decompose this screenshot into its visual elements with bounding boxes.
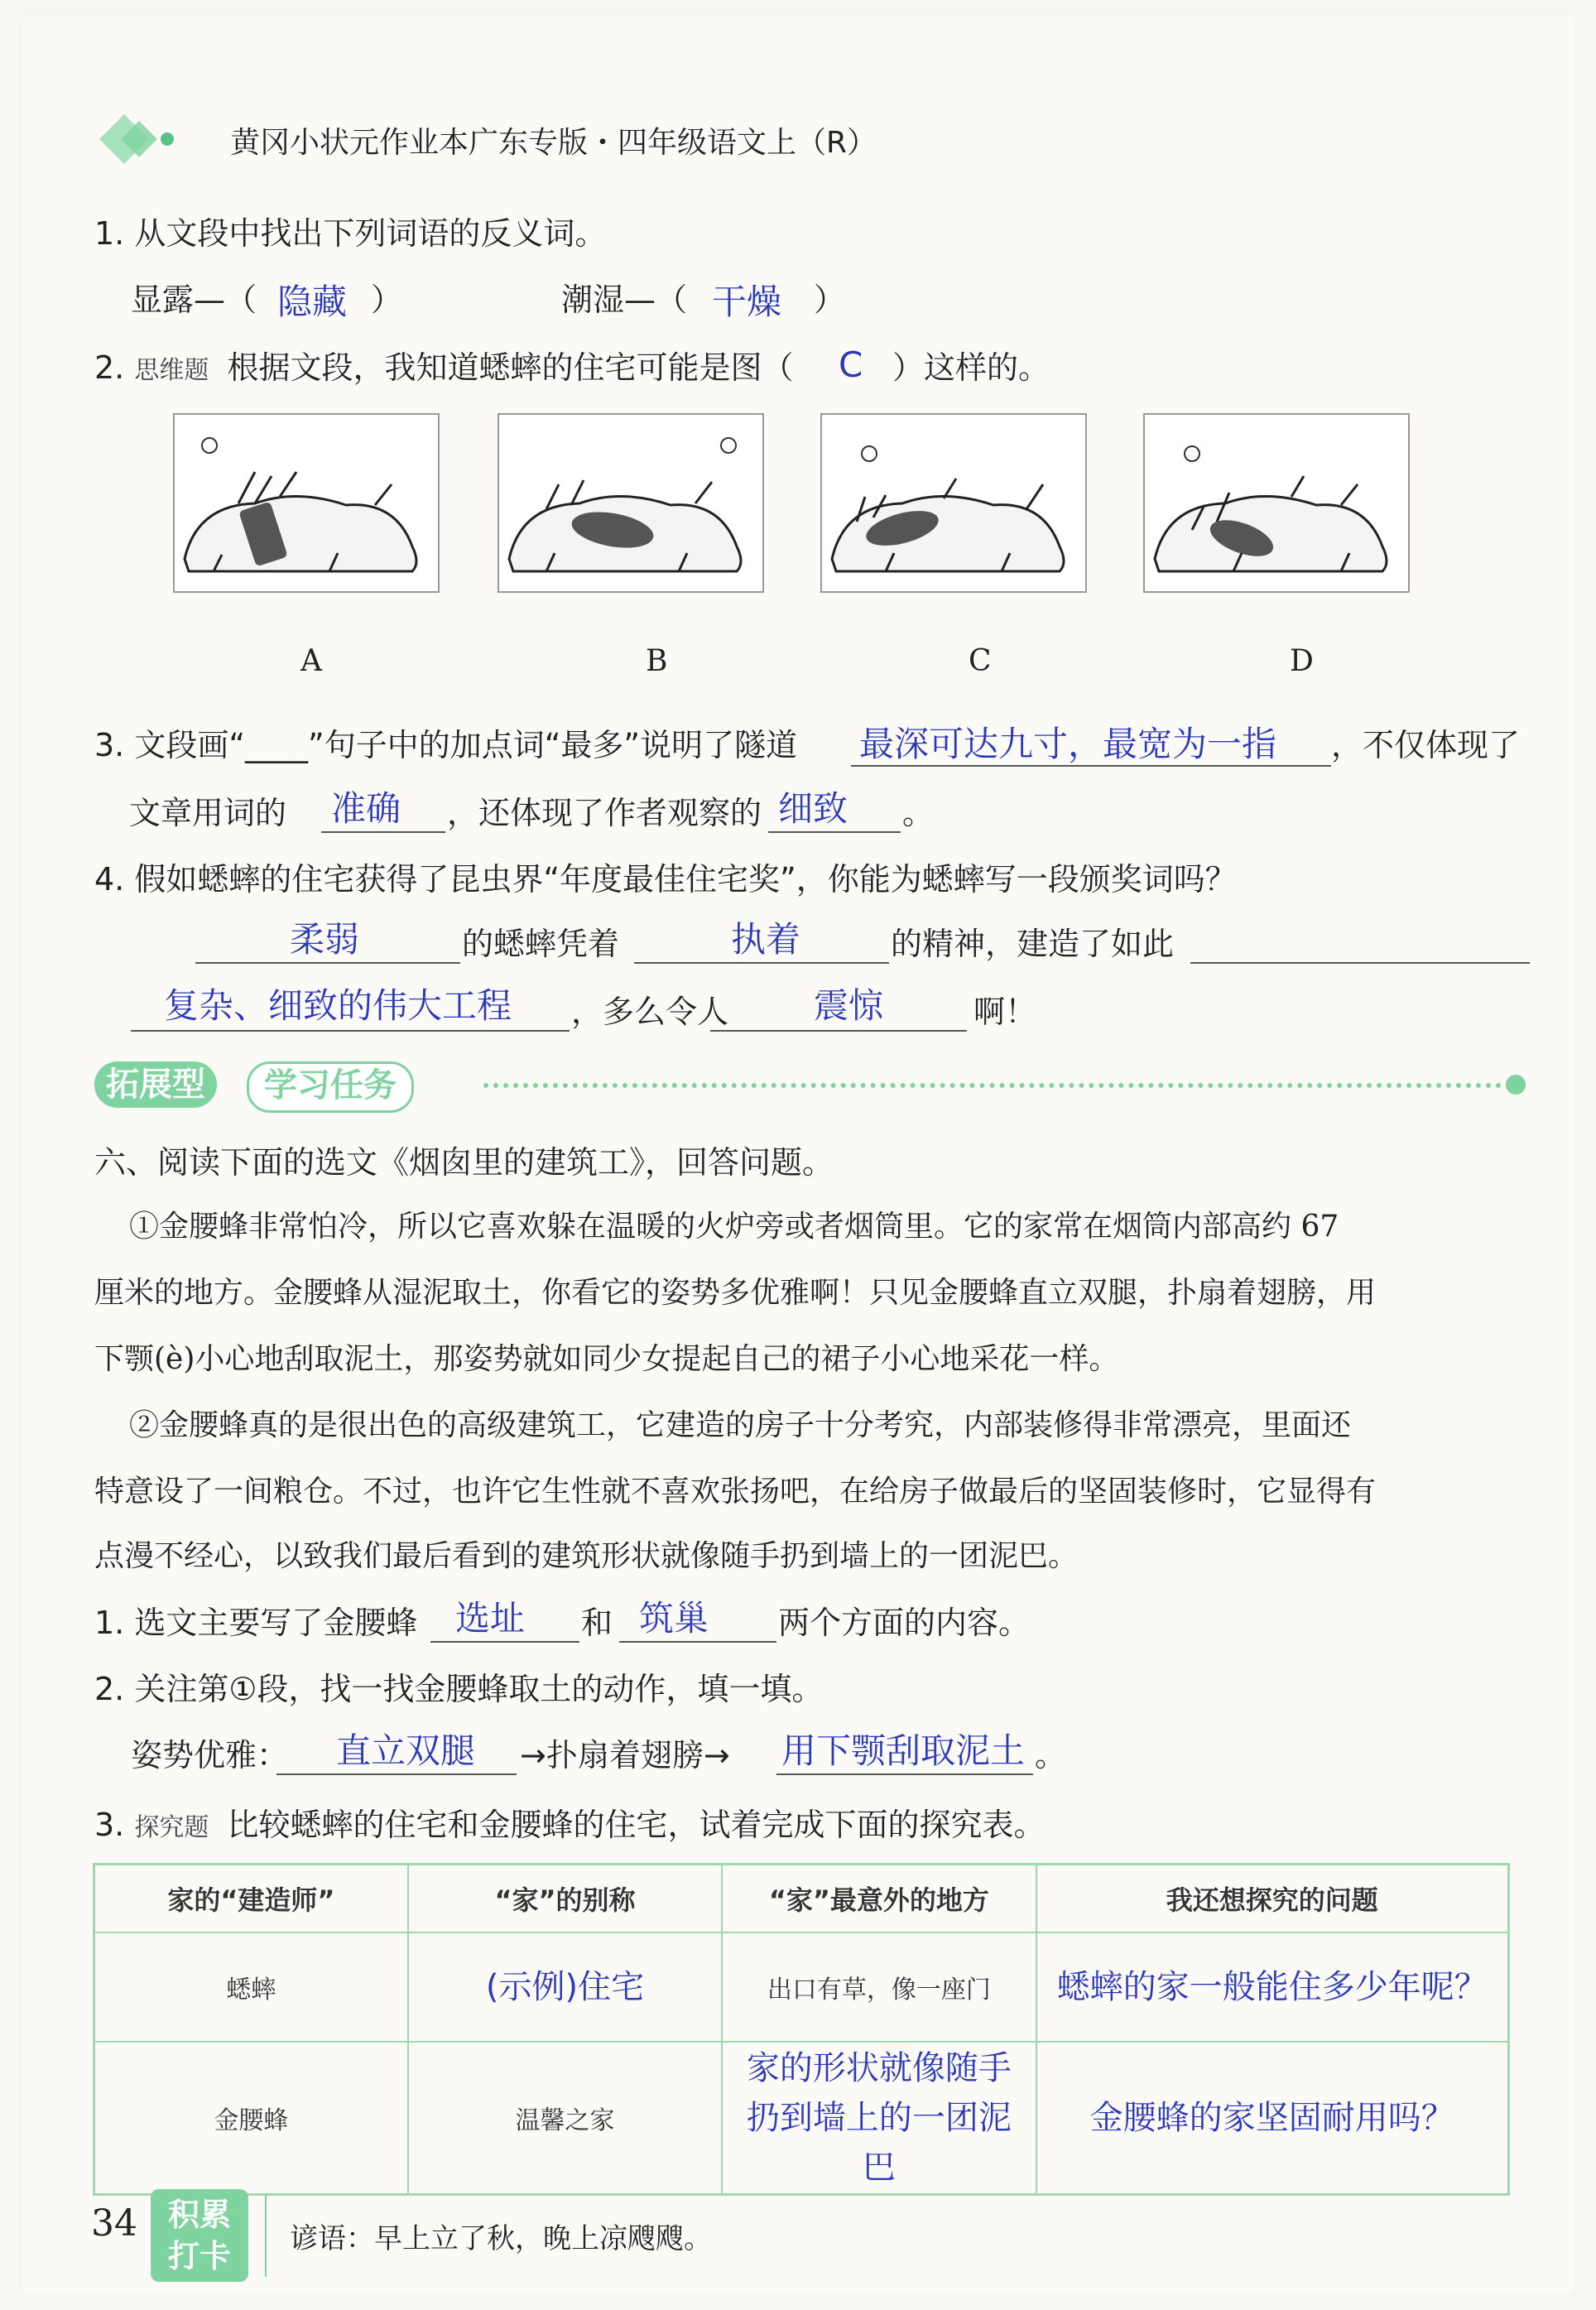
s3-stem: 比较蟋蟀的住宅和金腰蜂的住宅，试着完成下面的探究表。 xyxy=(227,1807,1046,1843)
q2-line xyxy=(94,349,793,387)
section-dot-end xyxy=(1506,1075,1526,1095)
footer-badge xyxy=(151,2189,248,2282)
burrow-picture-a xyxy=(164,406,441,596)
s1-text1: 1. 选文主要写了金腰蜂 xyxy=(94,1605,418,1641)
q2-stem-after: ）这样的。 xyxy=(892,349,1050,386)
q3-blank2 xyxy=(321,831,445,833)
q4-blank2 xyxy=(634,962,889,964)
table-header-question: 我还想探究的问题 xyxy=(1036,1865,1509,1933)
s2-blank1 xyxy=(276,1773,517,1775)
s2-blank2 xyxy=(776,1773,1033,1775)
q4-blank1 xyxy=(195,962,460,964)
q1-a-label: 显露—（ xyxy=(131,282,257,318)
burrow-picture-c xyxy=(811,406,1089,596)
footer-badge-line2: 打卡 xyxy=(167,2238,231,2274)
table-header-surprise: “家”最意外的地方 xyxy=(722,1865,1036,1933)
six-p2-line2: 特意设了一间粮仓。不过，也许它生性就不喜欢张扬吧，在给房子做最后的坚固装修时，它显得有 xyxy=(94,1475,1377,1509)
picture-label-a: A xyxy=(300,644,322,678)
q3-answer2: 准确 xyxy=(331,788,401,829)
six-p1-line3: 下颚(è)小心地刮取泥土，那姿势就如同少女提起自己的裙子小心地采花一样。 xyxy=(94,1342,1119,1376)
s3-tag: 探究题 xyxy=(134,1813,209,1842)
table-row xyxy=(94,2042,1509,2195)
page-number: 34 xyxy=(91,2202,137,2245)
q3-part4: ，还体现了作者观察的 xyxy=(447,795,762,831)
table-cell-alias xyxy=(408,1932,722,2042)
table-cell-alias: 温馨之家 xyxy=(408,2042,722,2195)
q1-a-answer: 隐藏 xyxy=(277,282,348,322)
s1-answer1: 选址 xyxy=(455,1598,526,1639)
q4-blank3 xyxy=(1190,962,1530,964)
q1-b-label: 潮湿—（ xyxy=(561,282,688,318)
table-cell-builder: 金腰蜂 xyxy=(94,2042,408,2195)
s2-answer2: 用下颚刮取泥土 xyxy=(781,1730,1026,1771)
burrow-picture-d xyxy=(1134,406,1411,596)
table-cell-question xyxy=(1036,2042,1509,2195)
q3-answer1: 最深可达九寸，最宽为一指 xyxy=(859,724,1277,764)
table-cell-surprise xyxy=(722,2042,1036,2195)
picture-label-b: B xyxy=(646,644,668,678)
table-cell-question-answer: 金腰蜂的家坚固耐用吗？ xyxy=(1089,2099,1454,2137)
s1-text2: 和 xyxy=(581,1605,613,1641)
q4-blank5 xyxy=(710,1030,967,1032)
six-p2-line3: 点漫不经心，以致我们最后看到的建筑形状就像随手扔到墙上的一团泥巴。 xyxy=(94,1539,1079,1573)
q4-answer1: 柔弱 xyxy=(290,919,360,960)
s1-blank2 xyxy=(619,1641,776,1643)
table-row xyxy=(94,1932,1509,2042)
q2-answer: C xyxy=(839,344,863,385)
q4-answer3: 复杂、细致的伟大工程 xyxy=(164,985,512,1026)
table-cell-surprise: 出口有草，像一座门 xyxy=(722,1932,1036,2042)
q3-part2: ，不仅体现了 xyxy=(1331,727,1521,763)
q4-stem: 4. 假如蟋蟀的住宅获得了昆虫界“年度最佳住宅奖”，你能为蟋蟀写一段颁奖词吗？ xyxy=(94,861,1237,898)
section-dots xyxy=(483,1083,1502,1088)
q2-num: 2. xyxy=(94,349,125,386)
s2-text3: 。 xyxy=(1035,1737,1067,1773)
s1-answer2: 筑巢 xyxy=(639,1598,709,1639)
six-title: 六、阅读下面的选文《烟囱里的建筑工》，回答问题。 xyxy=(94,1144,834,1181)
s2-text2: →扑扇着翅膀→ xyxy=(520,1737,730,1773)
table-cell-surprise-answer: 家的形状就像随手扔到墙上的一团泥巴 xyxy=(746,2049,1012,2187)
q3-part1: 3. 文段画“____”句子中的加点词“最多”说明了隧道 xyxy=(94,727,798,763)
s2-text1: 姿势优雅： xyxy=(131,1737,289,1773)
q2-stem-before: 根据文段，我知道蟋蟀的住宅可能是图（ xyxy=(227,349,794,386)
footer-proverb: 谚语：早上立了秋，晚上凉飕飕。 xyxy=(290,2222,712,2255)
six-p1-line1: ①金腰蜂非常怕冷，所以它喜欢躲在温暖的火炉旁或者烟筒里。它的家常在烟筒内部高约 67 xyxy=(129,1210,1339,1244)
s2-stem: 2. 关注第①段，找一找金腰蜂取土的动作，填一填。 xyxy=(94,1671,824,1707)
s1-text3: 两个方面的内容。 xyxy=(778,1605,1031,1641)
q3-blank3 xyxy=(768,831,901,833)
q3-part5: 。 xyxy=(902,795,935,831)
section-badge-task: 学习任务 xyxy=(247,1061,414,1113)
footer-divider xyxy=(265,2194,267,2277)
table-cell-builder: 蟋蟀 xyxy=(94,1932,408,2042)
q4-text4: 啊！ xyxy=(973,994,1037,1030)
q4-text2: 的精神，建造了如此 xyxy=(891,926,1175,962)
burrow-picture-b xyxy=(488,406,766,596)
six-p1-line2: 厘米的地方。金腰蜂从湿泥取土，你看它的姿势多优雅啊！只见金腰蜂直立双腿，扑扇着翅膀，用 xyxy=(94,1276,1377,1310)
picture-label-d: D xyxy=(1290,644,1314,678)
six-p2-line1: ②金腰蜂真的是很出色的高级建筑工，它建造的房子十分考究，内部装修得非常漂亮，里面还 xyxy=(129,1408,1352,1442)
s3-line xyxy=(94,1807,1045,1845)
q1-b-close: ） xyxy=(814,282,846,318)
table-cell-alias-answer: (示例)住宅 xyxy=(485,1968,645,2006)
header-title: 黄冈小状元作业本广东专版・四年级语文上（R） xyxy=(230,126,877,160)
q4-answer2: 执着 xyxy=(731,919,801,960)
inquiry-table xyxy=(93,1863,1510,2196)
q1-a-close: ） xyxy=(371,282,403,318)
table-header-alias: “家”的别称 xyxy=(408,1865,722,1933)
q2-tag: 思维题 xyxy=(134,356,209,385)
s3-num: 3. xyxy=(94,1807,125,1843)
footer-badge-line1: 积累 xyxy=(167,2197,231,2233)
header-diamond-icon xyxy=(99,114,174,167)
picture-label-c: C xyxy=(969,644,992,678)
q3-answer3: 细致 xyxy=(778,788,848,829)
s1-blank1 xyxy=(430,1641,579,1643)
q4-blank4 xyxy=(131,1030,570,1032)
section-banner xyxy=(94,1058,1535,1116)
q3-part3: 文章用词的 xyxy=(129,795,287,831)
q4-text3: ，多么令人 xyxy=(571,994,729,1030)
q4-answer4: 震惊 xyxy=(814,985,884,1026)
q4-text1: 的蟋蟀凭着 xyxy=(462,926,620,962)
table-cell-question-answer: 蟋蟀的家一般能住多少年呢？ xyxy=(1056,1968,1488,2006)
table-header-row xyxy=(94,1865,1509,1933)
s2-answer1: 直立双腿 xyxy=(336,1730,476,1771)
table-header-builder: 家的“建造师” xyxy=(94,1865,408,1933)
q1-b-answer: 干燥 xyxy=(712,282,782,322)
q1-stem: 1. 从文段中找出下列词语的反义词。 xyxy=(94,215,607,252)
section-badge-type: 拓展型 xyxy=(94,1061,217,1108)
table-cell-question xyxy=(1036,1932,1509,2042)
